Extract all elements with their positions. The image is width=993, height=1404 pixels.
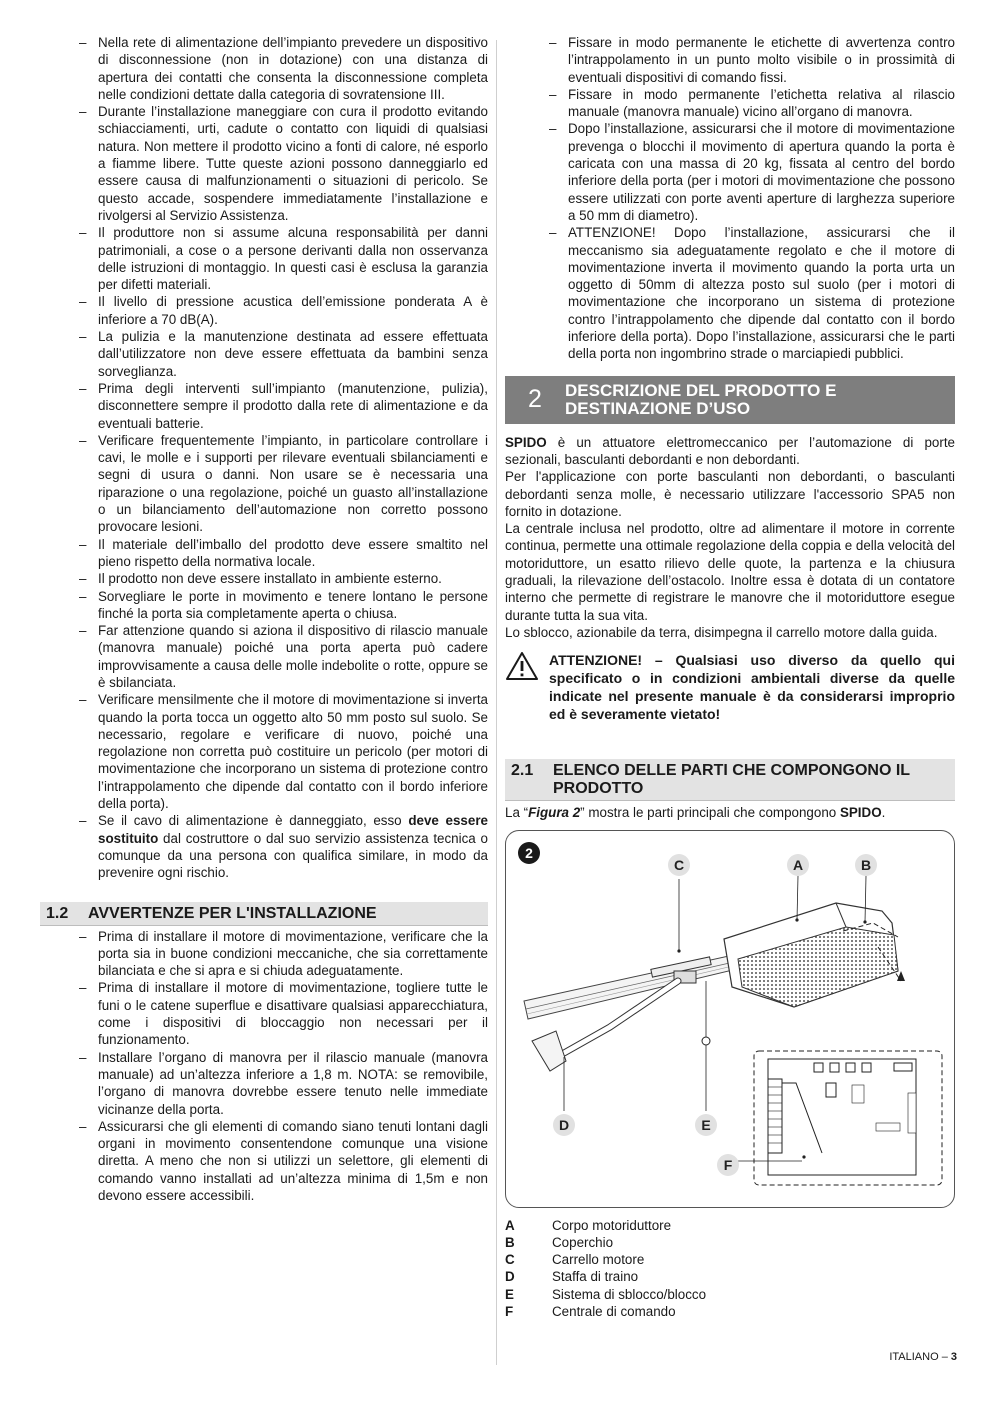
section-heading-2-1 xyxy=(505,759,955,801)
list-item: – Il prodotto non deve essere installato in ambiente esterno. xyxy=(40,570,488,587)
section-heading-1-2 xyxy=(40,902,488,926)
right-column xyxy=(505,34,955,1320)
section-title xyxy=(553,762,910,798)
paragraph-intro-text: è un attuatore elettromeccanico per l’automazione di porte sezionali, basculanti debordanti e non debordanti. xyxy=(505,434,955,467)
left-column xyxy=(40,34,488,1204)
legend-text: Sistema di sblocco/blocco xyxy=(552,1286,707,1302)
figure-number-badge xyxy=(518,842,540,864)
legend-text: Corpo motoriduttore xyxy=(552,1217,672,1233)
legend-key: C xyxy=(505,1252,515,1268)
list-item: – Installare l’organo di manovra per il rilascio manuale (manovra manuale) ad un’altezza inferiore a 1,8 m. NOTA: se removibile, l’organo di manovra dovrebbe essere tenuto nelle immediate vicinanze della porta. xyxy=(40,1049,488,1118)
legend-key: A xyxy=(505,1217,515,1233)
figref-pre: La “ xyxy=(505,805,529,821)
list-item: – Prima di installare il motore di movimentazione, verificare che la porta sia in buone condizioni meccaniche, che sia correttamente bilanciata e che si apra e si chiuda adeguatamente. xyxy=(40,928,488,980)
warning-block xyxy=(505,651,955,723)
list-item: – Verificare mensilmente che il motore di movimentazione si inverta quando la porta tocca un oggetto alto 50 mm posto sul suolo. Se necessario, regolare e verificare di nuovo, poiché una regolazione non corretta può costituire un pericolo (per motori di movimentazione che incorporano un sistema di protezione contro l’intrappolamento che dipende dal contatto con il bordo inferiore della porta). xyxy=(40,691,488,812)
list-item: – Il materiale dell’imballo del prodotto deve essere smaltito nel pieno rispetto della normativa locale. xyxy=(40,536,488,571)
legend-text: Coperchio xyxy=(552,1234,614,1250)
label-C xyxy=(668,854,690,876)
figure-number: 2 xyxy=(525,844,533,861)
page-number: 3 xyxy=(950,1351,957,1363)
list-item: – Assicurarsi che gli elementi di comando siano tenuti lontani dagli organi in movimento consentendone comunque una visione diretta. A meno che non si utilizzi un selettore, gli elementi di comando vanno installati ad un’altezza minima di 1,5m e non devono essere accessibili. xyxy=(40,1118,488,1204)
chapter-number: 2 xyxy=(528,384,542,413)
product-name: SPIDO xyxy=(839,805,882,821)
section-number: 1.2 xyxy=(46,904,69,922)
list-item: – La pulizia e la manutenzione destinata ad essere effettuata dall’utilizzatore non deve essere effettuata da bambini senza sorveglianza. xyxy=(40,328,488,380)
paragraph-intro xyxy=(505,434,955,469)
legend-key: B xyxy=(505,1234,515,1250)
list-item: – Far attenzione quando si aziona il dispositivo di rilascio manuale (manovra manuale) poiché una porta aperta può cadere improvvisamente a causa delle molle indebolite o rotte, oppure se è sbilanciata. xyxy=(40,622,488,691)
figure-reference xyxy=(505,804,955,821)
footer-language: ITALIANO – xyxy=(889,1351,951,1363)
list-item: – Fissare in modo permanente l’etichetta relativa al rilascio manuale (manovra manuale) vicino all’organo di manovra. xyxy=(505,86,955,121)
figure-2 xyxy=(505,830,955,1208)
cable-text-post: dal costruttore o dal suo servizio assistenza tecnica o comunque da una persona con qualifica similare, in modo da prevenire ogni rischio. xyxy=(98,830,488,881)
legend-row xyxy=(505,1217,955,1234)
control-unit xyxy=(738,1051,942,1185)
motor-body xyxy=(724,903,905,1007)
list-item: – Verificare frequentemente l’impianto, in particolare controllare i cavi, le molle e i supporti per rilevare eventuali sbilanciamenti e segni di usura o danni. Non usare se è necessaria una riparazione o una regolazione, poiché un guasto all’installazione o un bilanciamento dell’automazione non corretto possono provocare lesioni. xyxy=(40,432,488,536)
warning-icon xyxy=(505,651,549,723)
legend-text: Carrello motore xyxy=(552,1252,645,1268)
list-item: – ATTENZIONE! Dopo l’installazione, assicurarsi che il meccanismo sia adeguatamente regolato e che il motore di movimentazione inverta il movimento quando la porta urta un oggetto di 50mm di altezza posto sul suolo (per i motori di movimentazione che incorporano un sistema di protezione contro l’intrappolamento che dipende dal contatto con il bordo inferiore della porta). Dopo l’installazione, assicurarsi che le parti della porta non ingombrino strade o marciapiedi pubblici. xyxy=(505,224,955,362)
chapter-heading-2 xyxy=(505,376,955,424)
list-item: – Durante l’installazione maneggiare con cura il prodotto evitando schiacciamenti, urti, cadute o contatto con liquidi di qualsiasi natura. Non mettere il prodotto vicino a fonti di calore, né esporlo a fiamme libere. Tutte queste azioni possono danneggiarlo ed essere causa di malfunzionamenti o situazioni di pericolo. Se questo accade, sospendere immediatamente l’installazione e rivolgersi al Servizio Assistenza. xyxy=(40,103,488,224)
svg-text:F: F xyxy=(723,1156,733,1173)
cable-text-bold: deve essere sostituito xyxy=(98,813,488,846)
section-number: 2.1 xyxy=(511,762,534,780)
section-title-line-2: PRODOTTO xyxy=(553,780,644,798)
svg-text:D: D xyxy=(558,1116,570,1133)
list-item: – Prima di installare il motore di movimentazione, togliere tutte le funi o le catene superflue e disattivare qualsiasi apparecchiatura, come i dispositivi di bloccaggio non necessari per il funzionamento. xyxy=(40,979,488,1048)
chapter-title-line-2: DESTINAZIONE D’USO xyxy=(565,398,751,418)
paragraph-accessory: Per l'applicazione con porte basculanti non debordanti, o basculanti debordanti senza molle, è necessario utilizzare l'accessorio SPA5 non fornito in dotazione. xyxy=(505,469,955,519)
chapter-title xyxy=(565,382,836,418)
legend-row xyxy=(505,1268,955,1285)
warning-text: ATTENZIONE! – Qualsiasi uso diverso da quello qui specificato o in condizioni ambientali diverse da quelle indicate nel presente manuale è da considerarsi improprio ed è severamente vietato! xyxy=(549,652,955,723)
legend-key: E xyxy=(505,1286,514,1302)
release-cord xyxy=(702,981,710,1111)
list-item: – Il produttore non si assume alcuna responsabilità per danni patrimoniali, a cose o a persone derivanti dalla non osservanza delle istruzioni di montaggio. In questi casi è esclusa la garanzia per difetti materiali. xyxy=(40,224,488,293)
svg-text:E: E xyxy=(701,1116,711,1133)
chapter-title-line-1: DESCRIZIONE DEL PRODOTTO E xyxy=(565,380,837,400)
column-divider xyxy=(496,40,497,1365)
legend-text: Staffa di traino xyxy=(552,1269,639,1285)
legend-row xyxy=(505,1234,955,1251)
legend-row xyxy=(505,1286,955,1303)
cable-text-pre: Se il cavo di alimentazione è danneggiato, esso xyxy=(98,813,409,829)
label-B xyxy=(855,854,877,876)
label-D xyxy=(553,1114,575,1136)
product-illustration xyxy=(506,831,954,1207)
figref-mid: ” mostra le parti principali che compongono xyxy=(580,805,840,821)
list-item: – Dopo l’installazione, assicurarsi che il motore di movimentazione prevenga o blocchi il movimento di apertura quando la porta è caricata con una massa di 20 kg, fissata al centro del bordo inferiore della porta (per i motori di movimentazione che possono essere utilizzati con porte aventi aperture di larghezza superiore a 50 mm di diametro). xyxy=(505,120,955,224)
section-title-line-1: ELENCO DELLE PARTI CHE COMPONGONO IL xyxy=(553,762,911,780)
legend-key: F xyxy=(505,1303,514,1319)
label-F xyxy=(717,1154,739,1176)
svg-text:A: A xyxy=(792,856,804,873)
svg-text:B: B xyxy=(860,856,872,873)
svg-text:C: C xyxy=(673,856,685,873)
legend-text: Centrale di comando xyxy=(552,1303,676,1319)
section-title: AVVERTENZE PER L'INSTALLAZIONE xyxy=(88,904,377,922)
safety-list-continued xyxy=(505,34,955,363)
paragraph-release: Lo sblocco, azionabile da terra, disimpegna il carrello motore dalla guida. xyxy=(505,624,938,640)
figref-end: . xyxy=(881,805,886,821)
list-item: – Prima degli interventi sull’impianto (manutenzione, pulizia), disconnettere sempre il prodotto dalla rete di alimentazione e da eventuali batterie. xyxy=(40,380,488,432)
label-A xyxy=(787,854,809,876)
list-item: – Il livello di pressione acustica dell’emissione ponderata A è inferiore a 70 dB(A). xyxy=(40,293,488,328)
safety-list-general xyxy=(40,34,488,882)
label-E xyxy=(695,1114,717,1136)
installation-list xyxy=(40,928,488,1205)
list-item xyxy=(40,812,488,881)
legend-row xyxy=(505,1303,955,1320)
figure-link: Figura 2 xyxy=(528,805,581,821)
list-item: – Sorvegliare le porte in movimento e tenere lontano le persone finché la porta sia completamente aperta o chiusa. xyxy=(40,588,488,623)
paragraph-control-unit: La centrale inclusa nel prodotto, oltre ad alimentare il motore in corrente continua, permette una ottimale regolazione della coppia e della velocità del motoriduttore, un esatto rilievo delle quote, la partenza e la chiusura graduali, la rilevazione dell’ostacolo. Inoltre essa è dotata di un contatore interno che permette di registrare le manovre che il motoriduttore esegue durante tutta la sua vita. xyxy=(505,521,955,623)
legend-row xyxy=(505,1251,955,1268)
parts-legend xyxy=(505,1217,955,1321)
list-item: – Fissare in modo permanente le etichette di avvertenza contro l’intrappolamento in un punto molto visibile o in prossimità di eventuali dispositivi di comando fissi. xyxy=(505,34,955,86)
list-item: – Nella rete di alimentazione dell’impianto prevedere un dispositivo di disconnessione (non in dotazione) con una distanza di apertura dei contatti che consenta la disconnessione completa nelle condizioni dettate dalla categoria di sovratensione III. xyxy=(40,34,488,103)
legend-key: D xyxy=(505,1269,515,1285)
product-name: SPIDO xyxy=(505,434,547,450)
page-footer xyxy=(889,1351,957,1363)
